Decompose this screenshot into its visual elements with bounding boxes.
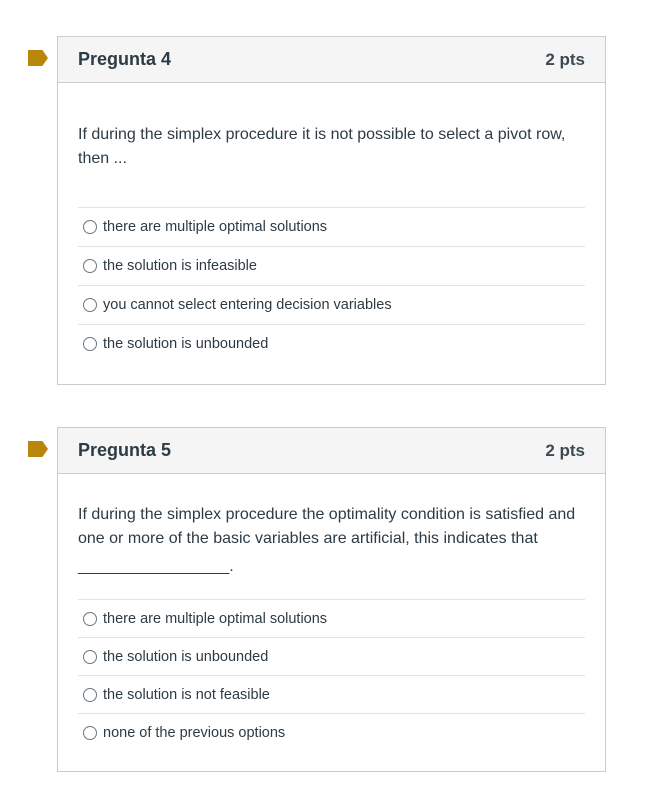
question-card-5 — [57, 427, 606, 772]
answer-label[interactable]: none of the previous options — [103, 724, 286, 741]
answer-option[interactable] — [78, 285, 585, 324]
question-title: Pregunta 4 — [78, 49, 172, 69]
answer-option[interactable] — [78, 324, 585, 363]
answer-label[interactable]: the solution is infeasible — [103, 258, 257, 274]
question-card-4 — [57, 36, 606, 385]
question-points: 2 pts — [545, 440, 585, 460]
answer-label[interactable]: the solution is unbounded — [103, 648, 269, 665]
answer-option[interactable] — [78, 637, 585, 675]
answer-list — [78, 207, 585, 363]
question-header — [58, 428, 605, 474]
answer-label[interactable]: there are multiple optimal solutions — [103, 219, 328, 235]
radio-button-icon[interactable] — [83, 650, 97, 664]
answer-option[interactable] — [78, 207, 585, 246]
answer-label[interactable]: you cannot select entering decision variables — [103, 297, 392, 313]
answer-option[interactable] — [78, 246, 585, 285]
question-points: 2 pts — [545, 49, 585, 69]
answer-label[interactable]: the solution is not feasible — [103, 686, 270, 703]
question-body — [58, 474, 605, 751]
answer-list — [78, 599, 585, 751]
answer-option[interactable] — [78, 675, 585, 713]
radio-button-icon[interactable] — [83, 220, 97, 234]
question-blank-line: _________________. — [78, 558, 234, 575]
question-text-line: If during the simplex procedure the optimality condition is satisfied and one or more of the basic variables are artificial, this indicates that — [78, 506, 576, 547]
question-text — [78, 474, 585, 599]
question-text-line: If during the simplex procedure it is not possible to select a pivot row, then ... — [78, 126, 566, 167]
flag-icon[interactable] — [28, 441, 48, 457]
radio-button-icon[interactable] — [83, 259, 97, 273]
flag-icon[interactable] — [28, 50, 48, 66]
question-header — [58, 37, 605, 83]
answer-option[interactable] — [78, 713, 585, 751]
answer-label[interactable]: there are multiple optimal solutions — [103, 610, 328, 627]
question-text — [78, 83, 585, 207]
radio-button-icon[interactable] — [83, 726, 97, 740]
answer-option[interactable] — [78, 599, 585, 637]
question-title: Pregunta 5 — [78, 440, 172, 460]
radio-button-icon[interactable] — [83, 612, 97, 626]
radio-button-icon[interactable] — [83, 337, 97, 351]
radio-button-icon[interactable] — [83, 298, 97, 312]
question-body — [58, 83, 605, 363]
radio-button-icon[interactable] — [83, 688, 97, 702]
answer-label[interactable]: the solution is unbounded — [103, 336, 269, 352]
